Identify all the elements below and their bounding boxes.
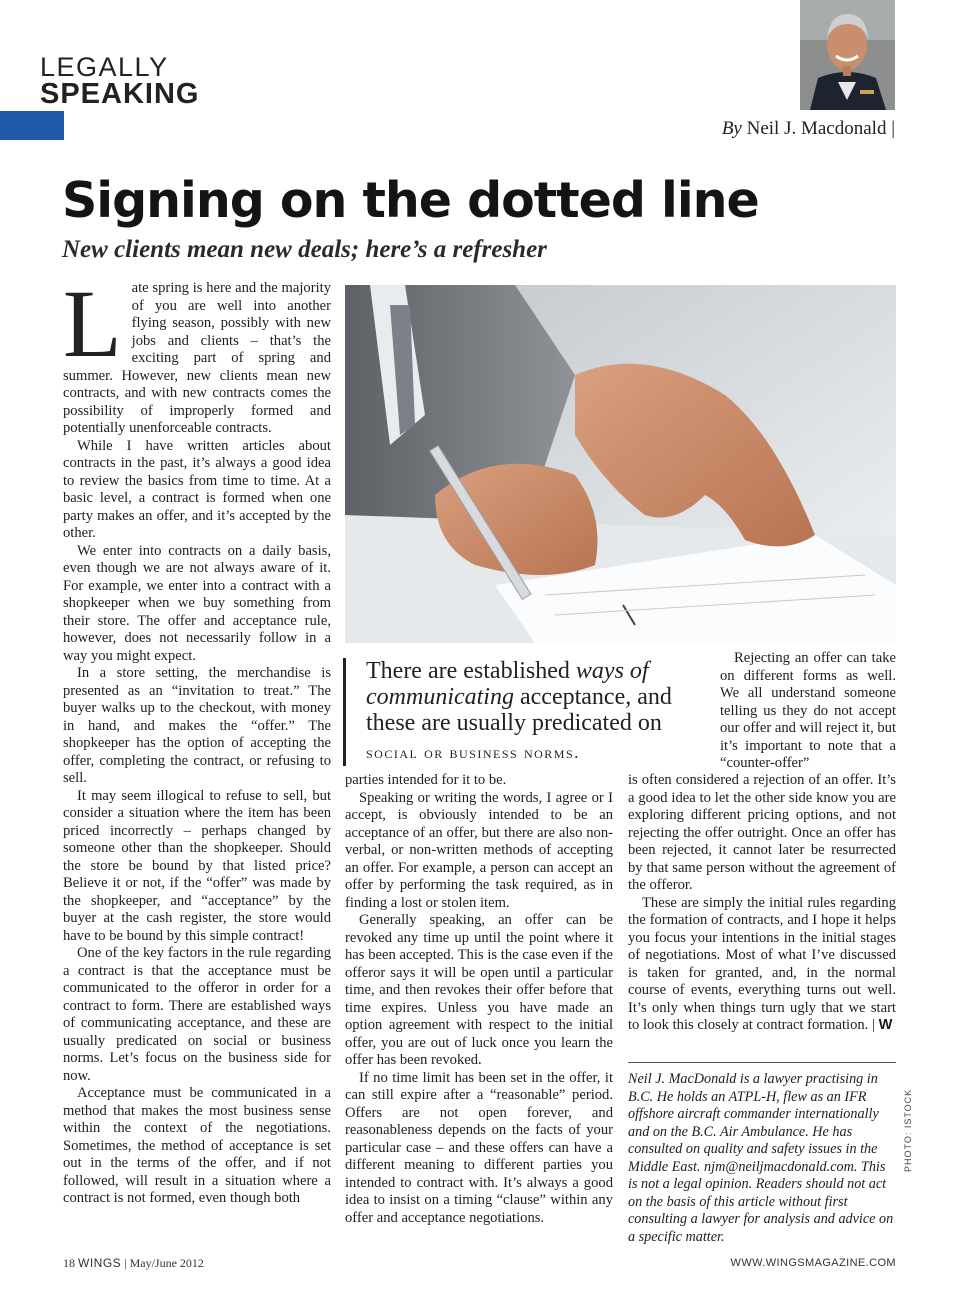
paragraph <box>628 895 896 1035</box>
section-label-line1: LEGALLY <box>40 52 169 82</box>
column-2 <box>345 772 613 1227</box>
author-headshot <box>800 0 895 110</box>
photo-credit <box>903 1089 913 1172</box>
paragraph: It may seem illogical to refuse to sell, but consider a situation where the item has been priced incorrectly – perhaps changed by someone other than the shopkeeper. Should the store be bound by that listed price? Believe it or not, if the “offer” was made by the shopkeeper, and “acceptance” by the buyer at the cash register, the store would have to be bound by this simple contract! <box>63 787 331 944</box>
photo-credit-text: PHOTO: ISTOCK <box>903 1088 913 1172</box>
footer-folio <box>63 1256 204 1271</box>
pull-quote <box>343 658 703 766</box>
column-1 <box>63 270 331 1208</box>
page-number: 18 <box>63 1256 75 1270</box>
author-bio: Neil J. MacDonald is a lawyer practising in B.C. He holds an ATPL-H, flew as an IFR offshore aircraft commander internationally and on the B.C. Air Ambulance. He has consulted on quality and safety issues in the Middle East. njm@neiljmacdonald.com. This is not a legal opinion. Readers should not act on the basis of this article without first consulting a lawyer for analysis and advice on a specific matter. <box>628 1071 894 1245</box>
pull-quote-part: There are established <box>366 658 576 684</box>
paragraph: If no time limit has been set in the offer, it can still expire after a “reasonable” period. Offers are not open forever, and reasonableness depends on the facts of your particular case – and these offers can have a different meaning to different parties you intended to contract with. It’s always a good idea to insist on a timing “clause” within any offer and acceptance negotiations. <box>345 1069 613 1226</box>
section-accent-bar <box>0 111 64 140</box>
pull-quote-text <box>366 658 703 736</box>
byline-author: Neil J. Macdonald | <box>746 118 895 139</box>
paragraph: One of the key factors in the rule regarding a contract is that the acceptance must be communicated to the offeror in order for a contract to form. There are established ways of communicating acceptance, and these are usually predicated on social or business norms. Let’s focus on the business side for now. <box>63 945 331 1084</box>
issue-date: | May/June 2012 <box>124 1256 204 1270</box>
paragraph: While I have written articles about contracts in the past, it’s always a good idea to review the basics from time to time. At a basic level, a contract is formed when one party makes an offer, and it’s accepted by the other. <box>63 437 331 541</box>
paragraph <box>63 270 331 438</box>
pull-quote-part: acceptance, and these are usually predicated on <box>366 684 672 736</box>
byline-prefix: By <box>721 118 742 139</box>
paragraph: parties intended for it to be. <box>345 772 507 788</box>
pull-quote-emphasis: ways of communicating <box>366 658 649 710</box>
paragraph-text: These are simply the initial rules regarding the formation of contracts, and I hope it helps you focus your intentions in the initial stages of negotiations. Most of what I’ve discussed is taken for granted, and, in the normal course of events, everything turns out well. It’s only when things turn ugly that we start to look this closely at contract formation. | <box>628 894 896 1033</box>
section-label <box>40 52 200 110</box>
footer-website: WWW.WINGSMAGAZINE.COM <box>730 1257 896 1269</box>
paragraph: is often considered a rejection of an offer. It’s a good idea to let the other side know you are exploring different pricing options, and not rejecting the offer outright. Once an offer has been rejected, it cannot later be resurrected by that same person without the agreement of the offeror. <box>628 772 896 893</box>
paragraph: Acceptance must be communicated in a method that makes the most business sense within the context of the negotiations. Sometimes, the method of acceptance is set out in the terms of the offer, and if not followed, will result in a situation where a contract is not formed, even though both <box>63 1085 331 1206</box>
paragraph: Rejecting an offer can take on different forms as well. We all understand someone telling us they do not accept our offer and will reject it, but it’s important to note that a “counter-offer” <box>720 650 897 771</box>
paragraph: Speaking or writing the words, I agree or I accept, is obviously intended to be an acceptance of an offer, but there are also non-verbal, or non-written methods of accepting an offer. For example, a person can accept an offer by performing the task required, as in finding a lost or stolen item. <box>345 789 613 911</box>
section-label-line2: SPEAKING <box>40 78 200 110</box>
pull-quote-smallcaps: social or business norms. <box>366 743 580 762</box>
magazine-name: WINGS <box>78 1256 122 1270</box>
byline <box>722 118 895 140</box>
paragraph: We enter into contracts on a daily basis, even though we are not always aware of it. For example, we enter into a contract with a shopkeeper when we buy something from their store. The offer and acceptance rule, however, does not necessarily follow in a way you might expect. <box>63 542 331 664</box>
end-mark: W <box>878 1017 893 1033</box>
drop-cap: L <box>63 270 122 377</box>
paragraph: Generally speaking, an offer can be revoked any time up until the point where it has been accepted. This is the case even if the offeror says it will be open until a particular time, and then revokes their offer before that time expires. Unless you have made an option agreement with respect to the initial offer, you are out of luck once you learn the offer has been revoked. <box>345 912 613 1068</box>
column-3 <box>628 772 896 1035</box>
paragraph-text: ate spring is here and the majority of you are well into another flying season, possibly with new jobs and clients – that’s the exciting part of spring and summer. However, new clients mean new contracts, and with new contracts comes the possibility of improperly formed and potentially unenforceable contracts. <box>63 280 331 436</box>
article-title: Signing on the dotted line <box>62 172 759 229</box>
paragraph: In a store setting, the merchandise is presented as an “invitation to treat.” The buyer walks up to the checkout, with money in hand, and makes the “offer.” The shopkeeper has the option of accepting the offer, completing the contract, or refusing to sell. <box>63 665 331 786</box>
article-subtitle: New clients mean new deals; here’s a refresher <box>62 236 547 263</box>
bio-divider <box>628 1062 896 1063</box>
column-3-top <box>720 650 896 773</box>
article-photo-hand-signing <box>345 285 896 643</box>
